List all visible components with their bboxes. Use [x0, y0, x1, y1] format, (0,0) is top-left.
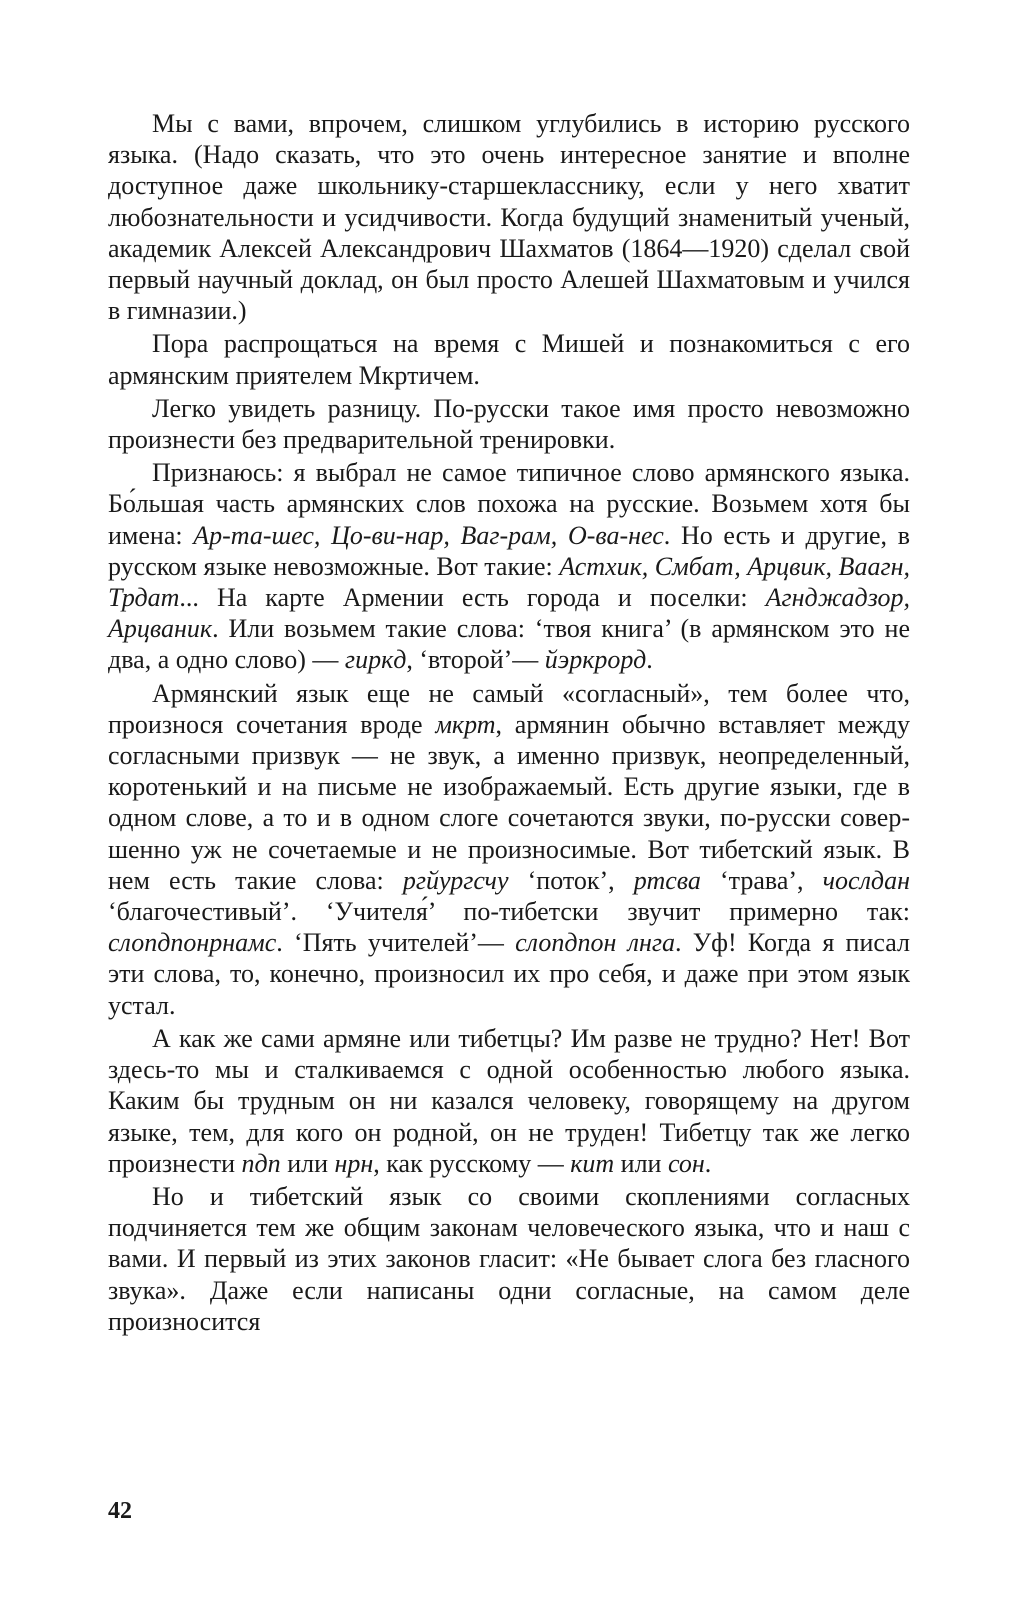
text-run: ‘трава’, — [700, 865, 823, 895]
italic-text: мкрт — [435, 709, 496, 739]
italic-text: кит — [570, 1148, 615, 1178]
paragraph — [108, 328, 910, 390]
paragraph — [108, 678, 910, 1021]
text-run: Легко увидеть разницу. По-русски такое имя просто невозможно произнести без предварительной тренировки. — [108, 393, 910, 455]
text-run: или — [280, 1148, 335, 1178]
book-page — [108, 108, 910, 1339]
italic-text: Агнджадзор, Арцваник — [108, 583, 910, 644]
text-run: . Уф! Когда я писал эти слова, то, конечно, произносил их про себя, и даже при этом язык устал. — [108, 928, 910, 1020]
text-run: . — [646, 645, 653, 675]
paragraph — [108, 108, 910, 326]
text-run: . Но есть и другие, в русском языке невозможные. Вот такие: — [108, 520, 910, 581]
italic-text: ртсва — [633, 865, 701, 895]
text-run: Но и тибетский язык со своими скоплениями согласных подчиняется тем же общим законам человеческого языка, что и наш с вами. И первый из этих законов гласит: «Не бывает слога без гласного звука». Даже если написаны одни согласные, на самом деле произносится — [108, 1181, 910, 1336]
italic-text: гиркд — [344, 645, 407, 675]
paragraph — [108, 393, 910, 455]
paragraph — [108, 1181, 910, 1337]
text-run: ‘поток’, — [508, 865, 634, 895]
text-run: . — [704, 1148, 712, 1178]
italic-text: йэркрорд — [544, 645, 647, 675]
italic-text: нрн — [334, 1148, 374, 1178]
italic-text: Ар-та-шес, Цо-ви-нар, Ваг-рам, О-ва-нес — [193, 520, 664, 550]
italic-text: сон — [667, 1148, 705, 1178]
text-run: ‘благочестивый’. ‘Учителя́’ по-тибетски звучит примерно так: — [108, 897, 910, 927]
text-run: Признаюсь: я выбрал не самое типичное слово армянского языка. Бо́льшая часть армянских слов похожа на русские. Возьмем хотя бы имена: — [108, 458, 910, 550]
italic-text: ргйургсчу — [402, 865, 509, 895]
text-run: , ‘второй’— — [406, 645, 545, 675]
italic-text: пдп — [241, 1148, 281, 1178]
text-run: Пора распрощаться на время с Мишей и познакомиться с его армянским приятелем Мкртичем. — [108, 329, 910, 390]
text-run: , армянин обычно вставляет между согласными призвук — не звук, а именно призвук, неопределенный, коротенький и на письме не изображаемый. Есть другие языки, где в одном слове, а то и в одном слоге сочетаются звуки, по-русски совершенно уж не сочетаемые и не произносимые. Вот тибетский язык. В нем есть такие слова: — [108, 709, 910, 895]
page-number: 42 — [108, 1498, 132, 1524]
text-run: Мы с вами, впрочем, слишком углубились в историю русского языка. (Надо сказать, что это очень интересное занятие и вполне доступное даже школьнику-старшекласснику, если у него хватит любознательности и усидчивости. Когда будущий знаменитый ученый, академик Алексей Александрович Шахматов (1864—1920) сделал свой первый научный доклад, он был просто Алешей Шахматовым и учился в гимназии.) — [108, 109, 910, 326]
italic-text: слопдпонрнамс — [108, 928, 277, 958]
text-run: . Или возьмем такие слова: ‘твоя книга’ (в армянском это не два, а одно слово) — — [108, 614, 910, 675]
text-run: ... На карте Армении есть города и поселки: — [179, 583, 766, 613]
text-run: . ‘Пять учителей’— — [276, 928, 516, 958]
text-run: , как русскому — — [373, 1148, 571, 1178]
italic-text: чослдан — [822, 865, 910, 895]
text-run: или — [614, 1148, 668, 1178]
italic-text: слопдпон лнга — [515, 928, 675, 958]
text-run: Армянский язык еще не самый «согласный», тем более что, произнося сочетания вроде — [108, 678, 910, 739]
paragraph — [108, 1023, 910, 1179]
text-run: А как же сами армяне или тибетцы? Им разве не трудно? Нет! Вот здесь-то мы и сталкиваемся с одной особенностью любого языка. Каким бы трудным он ни казался человеку, говорящему на другом языке, тем, для кого он родной, он не труден! Тибетцу так же легко произнести — [108, 1023, 910, 1178]
paragraph — [108, 457, 910, 675]
italic-text: Астхик, Смбат, Арцвик, Ваагн, Трдат — [108, 551, 910, 613]
page-text — [108, 108, 910, 1337]
